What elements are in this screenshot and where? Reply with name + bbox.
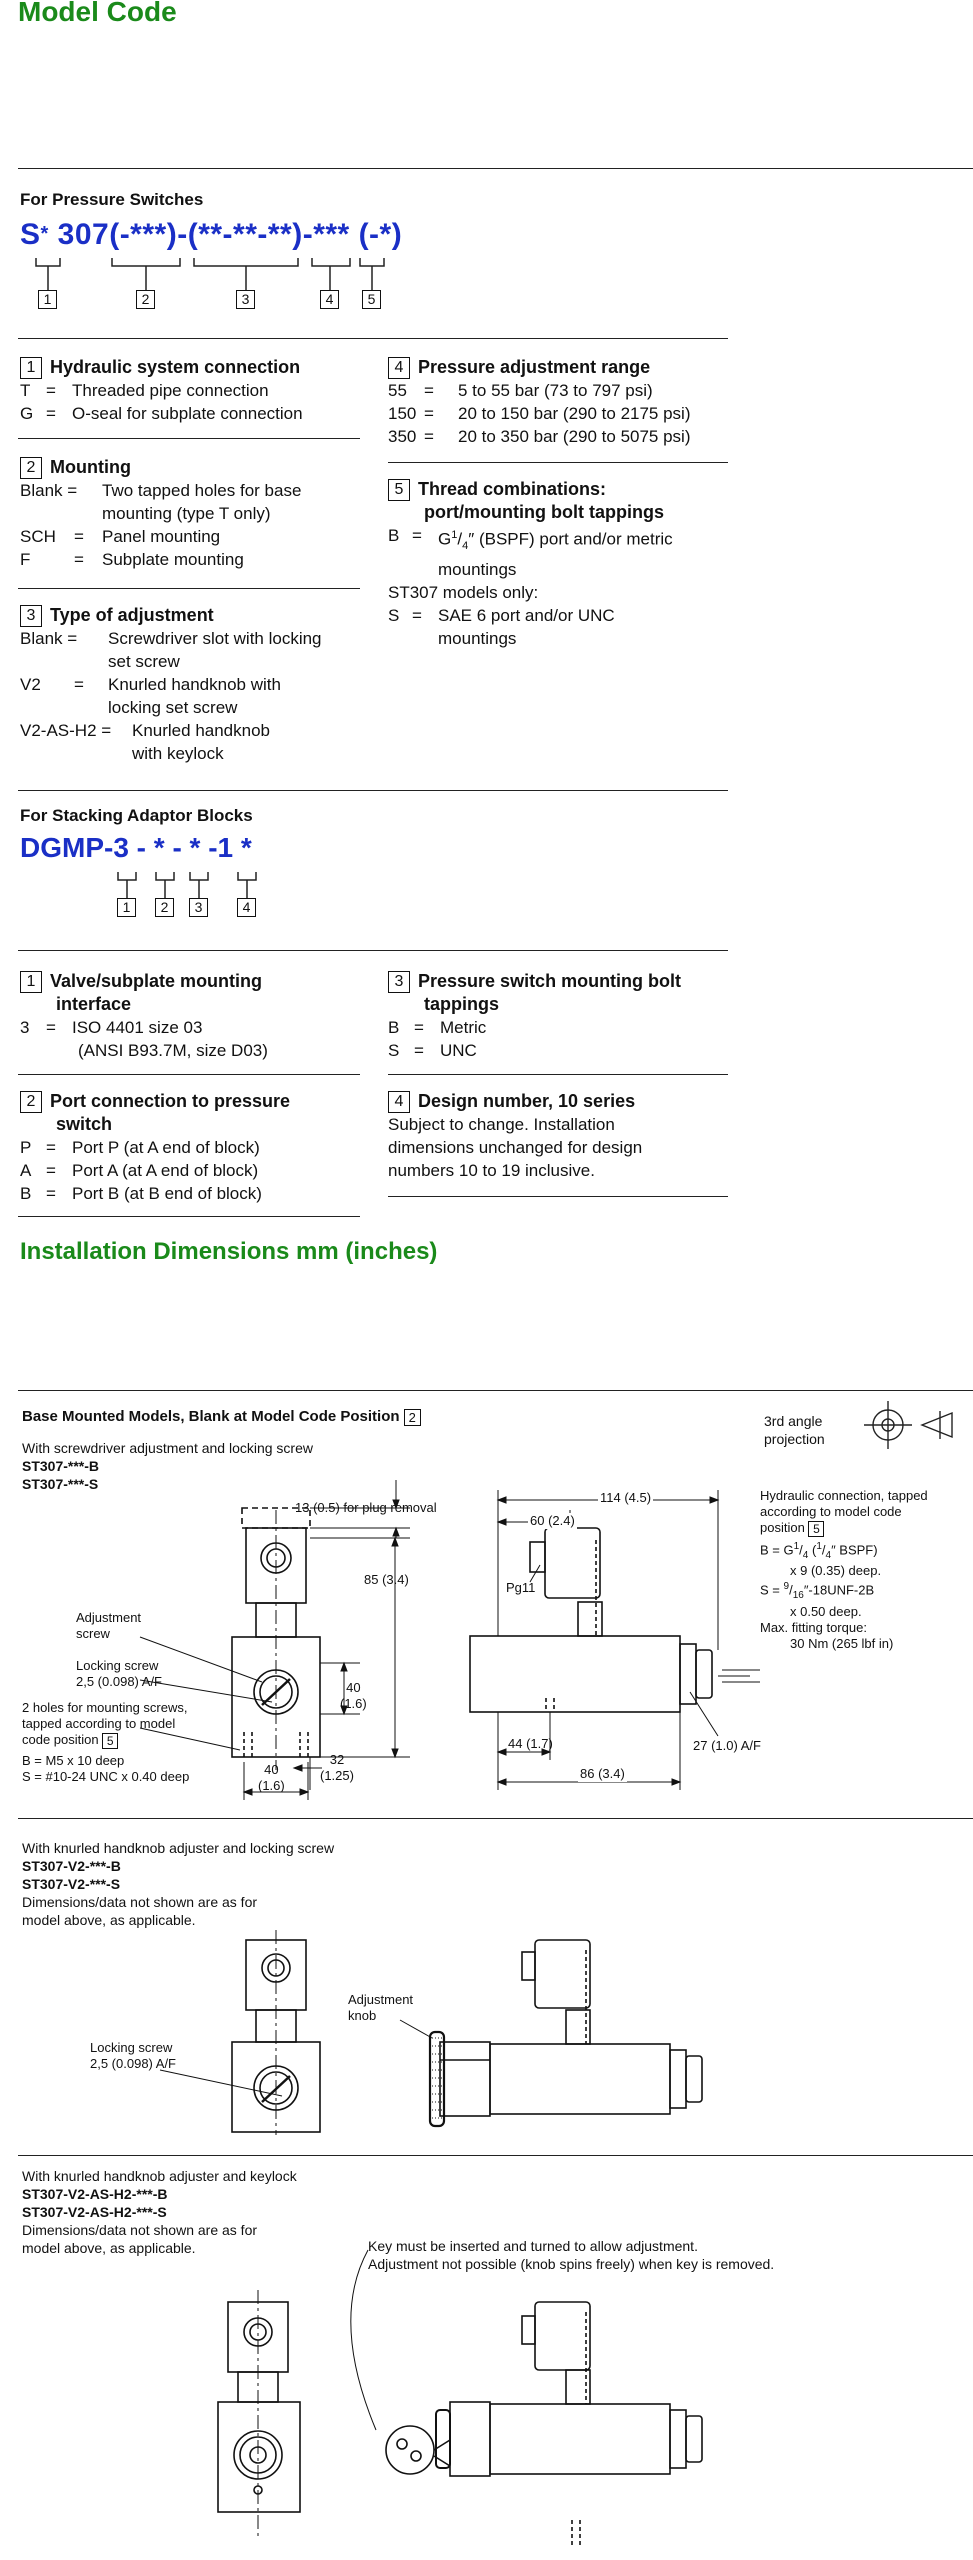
- stacking-box-2: 2: [155, 898, 174, 917]
- label-adjustment-screw: [76, 1610, 141, 1642]
- label-mounting-holes: [22, 1700, 189, 1785]
- option-key: S: [388, 1041, 400, 1061]
- dim-44: 44 (1.7): [508, 1736, 553, 1751]
- hyd-b-depth: x 9 (0.35) deep.: [790, 1563, 882, 1579]
- section-title-2: switch: [56, 1114, 113, 1135]
- option-key: 350: [388, 427, 417, 447]
- label-locking-screw: [76, 1658, 162, 1690]
- option-eq: =: [46, 404, 56, 424]
- code-part: 307: [48, 218, 110, 251]
- s2-note-1: Dimensions/data not shown are as for: [22, 1894, 258, 1910]
- code-part: S: [20, 218, 41, 251]
- option-eq: =: [414, 1018, 424, 1038]
- s2-model-s: ST307-V2-***-S: [22, 1876, 121, 1892]
- section-hydraulic: [20, 356, 370, 425]
- option-value: mounting (type T only): [102, 504, 271, 524]
- hyd-s-den: 16: [792, 1590, 804, 1602]
- divider: [18, 588, 360, 589]
- pressure-switch-code: [20, 218, 402, 252]
- s3-drawing: [0, 2240, 800, 2558]
- section-thread: [388, 478, 733, 650]
- option-value: 20 to 150 bar (290 to 2175 psi): [458, 404, 691, 424]
- option-value: mountings: [438, 629, 517, 649]
- option-value: Two tapped holes for base: [102, 481, 302, 501]
- section-number: 3: [388, 971, 410, 993]
- option-eq: =: [74, 550, 84, 570]
- section-pressure-range: [388, 356, 733, 448]
- code-box-1: 1: [38, 290, 57, 309]
- hyd-b-prefix: B = G: [760, 1541, 794, 1557]
- option-key: F: [20, 550, 31, 570]
- option-value: Metric: [440, 1018, 487, 1038]
- option-eq: =: [46, 1018, 56, 1038]
- section-adjustment: [20, 604, 370, 765]
- option-key: B: [388, 1018, 400, 1038]
- dim-114: 114 (4.5): [600, 1490, 652, 1505]
- dim-40h-in: (1.6): [258, 1778, 285, 1793]
- hyd-line2: according to model code: [760, 1504, 902, 1519]
- code-part: -***: [302, 218, 350, 251]
- s3-model-b: ST307-V2-AS-H2-***-B: [22, 2186, 168, 2202]
- divider: [18, 950, 728, 951]
- code-box-4: 4: [320, 290, 339, 309]
- option-value: ISO 4401 size 03: [72, 1018, 203, 1038]
- option-eq: =: [46, 1184, 56, 1204]
- divider: [18, 168, 973, 169]
- label-pg11: Pg11: [506, 1580, 536, 1595]
- section-title: Mounting: [50, 457, 131, 477]
- section-bolt: [388, 970, 733, 1062]
- option-eq: =: [424, 404, 434, 424]
- option-key: B: [388, 526, 400, 546]
- dim-40-in: (1.6): [340, 1696, 367, 1711]
- dim-40-horizontal: [258, 1762, 285, 1794]
- dim-86: 86 (3.4): [580, 1766, 625, 1781]
- option-key: Blank =: [20, 629, 78, 649]
- torque-line1: Max. fitting torque:: [760, 1620, 867, 1636]
- hyd-b-num: 1: [793, 1540, 800, 1552]
- section-title: Valve/subplate mounting: [50, 971, 263, 991]
- option-key: B: [20, 1184, 32, 1204]
- option-value: locking set screw: [108, 698, 238, 718]
- section-port: [20, 1090, 370, 1205]
- option-value: Port A (at A end of block): [72, 1161, 259, 1181]
- thread-desc: ″ (BSPF) port and/or metric: [468, 529, 673, 549]
- thread-g: G: [438, 529, 452, 549]
- fraction-num: 1: [451, 529, 458, 542]
- option-value: 5 to 55 bar (73 to 797 psi): [458, 381, 653, 401]
- divider: [388, 462, 728, 463]
- holes-line2: tapped according to model: [22, 1716, 176, 1731]
- fraction-den: 4: [462, 540, 469, 553]
- design-note: dimensions unchanged for design: [388, 1138, 643, 1158]
- section-mounting: [20, 456, 370, 571]
- option-key: 150: [388, 404, 417, 424]
- section-title: Design number, 10 series: [418, 1091, 636, 1111]
- option-key: P: [20, 1138, 32, 1158]
- code-part: *: [40, 223, 49, 245]
- section-number: 1: [20, 357, 42, 379]
- s3-intro: With knurled handknob adjuster and keylock: [22, 2168, 297, 2184]
- divider: [18, 1390, 973, 1391]
- s2-intro: With knurled handknob adjuster and locking screw: [22, 1840, 335, 1856]
- section-title: Type of adjustment: [50, 605, 214, 625]
- dim-40-vertical: [340, 1680, 367, 1712]
- section-title: Hydraulic system connection: [50, 357, 301, 377]
- hyd-b-den: 4: [802, 1549, 809, 1561]
- dim-60: 60 (2.4): [530, 1513, 575, 1528]
- s3-note-1: Dimensions/data not shown are as for: [22, 2222, 258, 2238]
- key-note-2: Adjustment not possible (knob spins freely) when key is removed.: [368, 2256, 775, 2272]
- option-value: mountings: [438, 560, 517, 580]
- divider: [18, 1074, 360, 1075]
- option-value: Port B (at B end of block): [72, 1184, 262, 1204]
- section-number: 4: [388, 357, 410, 379]
- divider: [18, 790, 728, 791]
- option-eq: =: [412, 526, 422, 546]
- dim-32: [320, 1752, 354, 1784]
- stacking-heading: For Stacking Adaptor Blocks: [20, 806, 253, 825]
- option-value: Knurled handknob with: [108, 675, 281, 695]
- option-value: Knurled handknob: [132, 721, 271, 741]
- section-title-2: interface: [56, 994, 132, 1015]
- code-brackets: [0, 252, 420, 322]
- hyd-b-paren: (: [808, 1541, 817, 1557]
- option-value: Threaded pipe connection: [72, 381, 269, 401]
- option-eq: =: [424, 427, 434, 447]
- third-angle-projection-icon: [850, 1395, 965, 1455]
- dim-27: 27 (1.0) A/F: [693, 1738, 761, 1753]
- projection-line1: 3rd angle: [764, 1413, 823, 1429]
- section-number: 4: [388, 1091, 410, 1113]
- stacking-box-1: 1: [117, 898, 136, 917]
- s1-model-s: ST307-***-S: [22, 1476, 99, 1492]
- section-title-2: tappings: [424, 994, 499, 1015]
- dim-85: 85 (3.4): [364, 1572, 409, 1587]
- label-adjustment-knob: [348, 1992, 413, 2024]
- section-title: Thread combinations:: [418, 479, 607, 499]
- page-title: Model Code: [18, 0, 177, 27]
- code-part: (**-**-**): [187, 218, 303, 251]
- hyd-s-prefix: S =: [760, 1582, 784, 1598]
- option-eq: =: [46, 1161, 56, 1181]
- knob-line1: Adjustment: [348, 1992, 414, 2007]
- design-note: numbers 10 to 19 inclusive.: [388, 1161, 595, 1181]
- holes-unc: S = #10-24 UNC x 0.40 deep: [22, 1768, 190, 1784]
- option-value: UNC: [440, 1041, 477, 1061]
- torque-line2: 30 Nm (265 lbf in): [790, 1636, 894, 1652]
- option-value: 20 to 350 bar (290 to 5075 psi): [458, 427, 691, 447]
- s1-model-b: ST307-***-B: [22, 1458, 100, 1474]
- hyd-b-paren-num: 1: [816, 1540, 822, 1552]
- option-eq: =: [74, 527, 84, 547]
- section-valve: [20, 970, 370, 1062]
- option-value: Screwdriver slot with locking: [108, 629, 322, 649]
- holes-box: 5: [102, 1733, 118, 1749]
- code-box-3: 3: [236, 290, 255, 309]
- s2-label-locking-screw: [90, 2040, 176, 2072]
- option-key: 3: [20, 1018, 30, 1038]
- hyd-b-paren-den: 4: [825, 1549, 832, 1561]
- hyd-s-depth: x 0.50 deep.: [790, 1604, 862, 1620]
- option-key: G: [20, 404, 34, 424]
- section-number: 2: [20, 457, 42, 479]
- lock-line1: Locking screw: [76, 1658, 159, 1673]
- dim-32-mm: 32: [329, 1752, 345, 1767]
- holes-line1: 2 holes for mounting screws,: [22, 1700, 188, 1715]
- divider: [18, 2155, 973, 2156]
- s2-lock-line2: 2,5 (0.098) A/F: [90, 2056, 176, 2071]
- option-key: A: [20, 1161, 32, 1181]
- option-value: with keylock: [132, 744, 224, 764]
- option-key: Blank =: [20, 481, 78, 501]
- divider: [18, 438, 360, 439]
- option-key: S: [388, 606, 400, 626]
- hyd-b-paren-post: ″ BSPF): [831, 1541, 878, 1557]
- hyd-line3: position: [760, 1520, 805, 1535]
- code-part: (-***)-: [109, 218, 188, 251]
- option-eq: =: [424, 381, 434, 401]
- divider: [18, 338, 728, 339]
- option-eq: =: [414, 1041, 424, 1061]
- section-title-2: port/mounting bolt tappings: [424, 502, 664, 523]
- option-eq: =: [46, 381, 56, 401]
- projection-line2: projection: [764, 1431, 825, 1447]
- heading-box: 2: [404, 1409, 421, 1426]
- knob-line2: knob: [348, 2008, 377, 2023]
- key-note-1: Key must be inserted and turned to allow adjustment.: [368, 2238, 698, 2254]
- section-title: Port connection to pressure: [50, 1091, 291, 1111]
- option-key: 55: [388, 381, 407, 401]
- option-key: V2-AS-H2 =: [20, 721, 112, 741]
- hydraulic-connection-note: Hydraulic connection, tapped according to model code position 5 $B = G^1/_4$ ($^1/_4''$ BSPF) x 9 (0.35) deep. $S = ^9/_{16}''-18UNF-2B$ x 0.50 deep. Max. fitting torque: 30 Nm (265 lbf in): [760, 1488, 970, 1652]
- design-note: Subject to change. Installation: [388, 1115, 615, 1135]
- section-number: 1: [20, 971, 42, 993]
- option-value: Subplate mounting: [102, 550, 244, 570]
- projection-label: [764, 1412, 825, 1448]
- hyd-s-num: 9: [783, 1581, 790, 1593]
- dim-40-mm: 40: [346, 1680, 361, 1695]
- option-value: $G^1/_4''$ (BSPF) port and/or metric: [438, 529, 673, 553]
- option-eq: =: [74, 675, 84, 695]
- s3-note-2: model above, as applicable.: [22, 2240, 196, 2256]
- option-key: V2: [20, 675, 41, 695]
- option-key: T: [20, 381, 31, 401]
- option-value: SAE 6 port and/or UNC: [438, 606, 615, 626]
- option-value: O-seal for subplate connection: [72, 404, 303, 424]
- holes-line3: code position: [22, 1732, 99, 1747]
- section-number: 3: [20, 605, 42, 627]
- divider: [18, 1818, 973, 1819]
- section-design: [388, 1090, 733, 1182]
- s3-model-s: ST307-V2-AS-H2-***-S: [22, 2204, 167, 2220]
- code-box-2: 2: [136, 290, 155, 309]
- stacking-box-3: 3: [189, 898, 208, 917]
- dim-plug-removal: 13 (0.5) for plug removal: [295, 1500, 437, 1515]
- dim-40h-mm: 40: [264, 1762, 279, 1777]
- section-title: Pressure switch mounting bolt: [418, 971, 682, 991]
- option-eq: =: [412, 606, 422, 626]
- code-box-5: 5: [362, 290, 381, 309]
- divider: [388, 1196, 728, 1197]
- stacking-code: DGMP-3 - * - * -1 *: [20, 832, 252, 863]
- code-part: (-*): [349, 218, 403, 251]
- hyd-box: 5: [808, 1521, 824, 1537]
- option-value: Port P (at A end of block): [72, 1138, 260, 1158]
- section-number: 5: [388, 479, 410, 501]
- s2-lock-line1: Locking screw: [90, 2040, 173, 2055]
- holes-metric: B = M5 x 10 deep: [22, 1752, 125, 1768]
- s2-note-2: model above, as applicable.: [22, 1912, 196, 1928]
- s1-intro: With screwdriver adjustment and locking screw: [22, 1440, 313, 1456]
- option-value: (ANSI B93.7M, size D03): [78, 1041, 268, 1061]
- hyd-line1: Hydraulic connection, tapped: [760, 1488, 928, 1503]
- lock-line2: 2,5 (0.098) A/F: [76, 1674, 162, 1689]
- divider: [18, 1216, 360, 1217]
- option-key: SCH: [20, 527, 56, 547]
- section-number: 2: [20, 1091, 42, 1113]
- pressure-switches-heading: For Pressure Switches: [20, 190, 204, 209]
- installation-title: Installation Dimensions mm (inches): [20, 1238, 438, 1265]
- option-value: set screw: [108, 652, 180, 672]
- base-heading-text: Base Mounted Models, Blank at Model Code Position: [22, 1408, 400, 1425]
- option-eq: =: [46, 1138, 56, 1158]
- s2-model-b: ST307-V2-***-B: [22, 1858, 121, 1874]
- divider: [388, 1074, 728, 1075]
- s2-drawing: [0, 1920, 800, 2140]
- dim-32-in: (1.25): [320, 1768, 354, 1783]
- adj-line2: screw: [76, 1626, 110, 1641]
- option-value: Panel mounting: [102, 527, 221, 547]
- stacking-box-4: 4: [237, 898, 256, 917]
- adj-line1: Adjustment: [76, 1610, 142, 1625]
- hyd-s-post: ″-18UNF-2B: [803, 1582, 875, 1598]
- st307-note: ST307 models only:: [388, 583, 539, 603]
- section-title: Pressure adjustment range: [418, 357, 651, 377]
- base-mounted-heading: [22, 1408, 421, 1426]
